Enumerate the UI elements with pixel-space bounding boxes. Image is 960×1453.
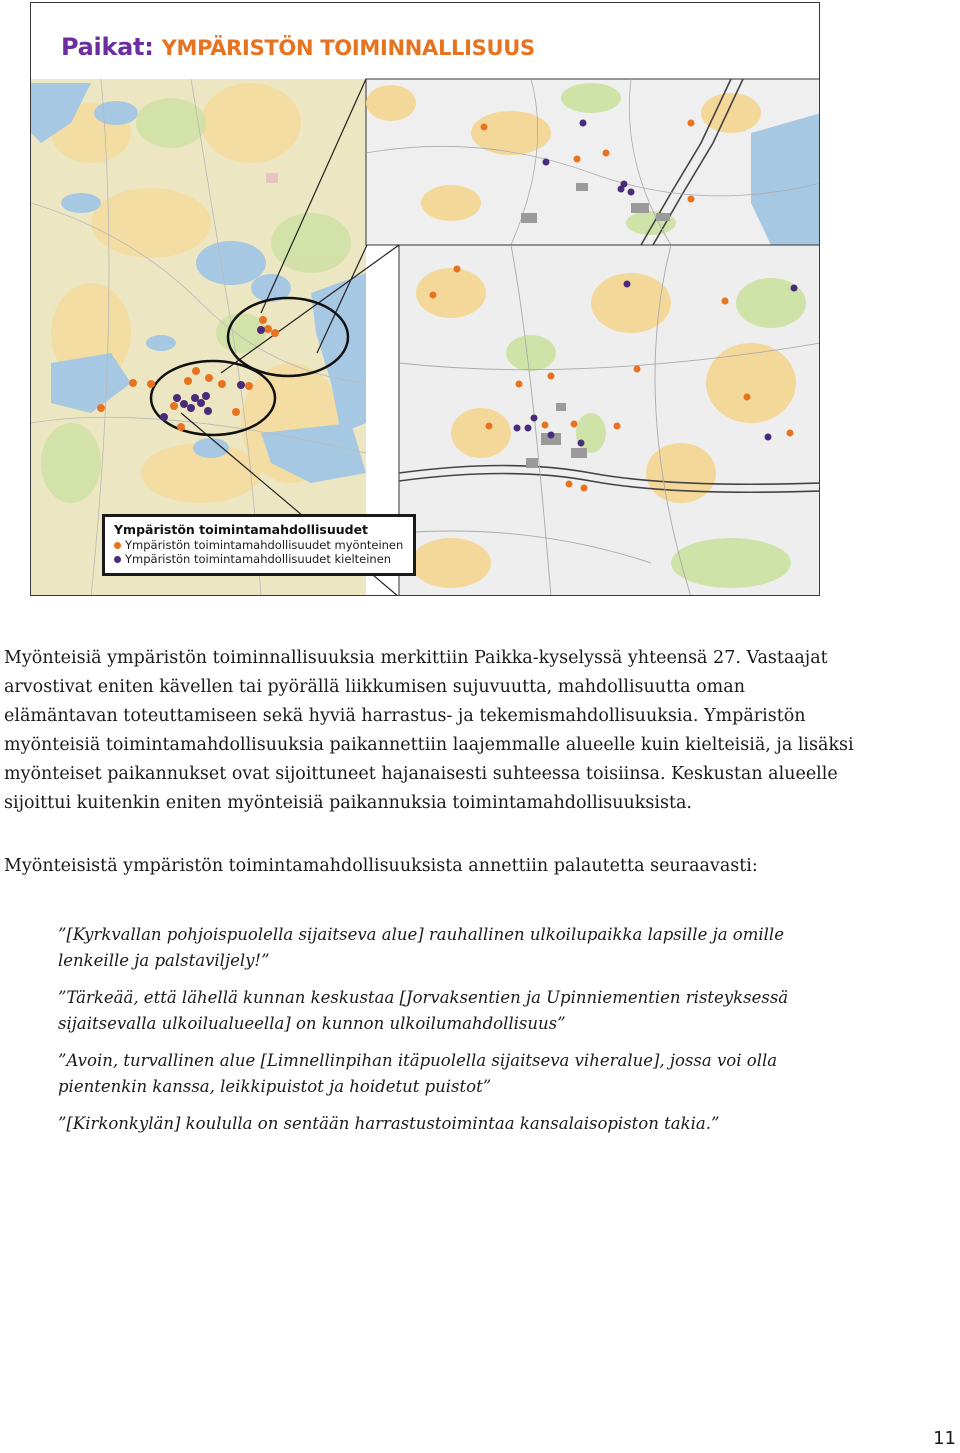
page-number: 11	[933, 1428, 956, 1449]
purple-dot-icon	[114, 556, 121, 563]
orange-dot-icon	[114, 542, 121, 549]
detail-map-north	[366, 79, 820, 245]
detail-map-center	[399, 245, 820, 596]
map-composite	[31, 3, 820, 596]
body-paragraph-1: Myönteisiä ympäristön toiminnallisuuksia merkittiin Paikka-kyselyssä yhteensä 27. Vastaajat arvostivat eniten kävellen tai pyörällä liikkumisen sujuvuutta, mahdollisuutta oman elämäntavan toteuttamiseen sekä hyviä harrastus- ja tekemismahdollisuuksia. Ympäristön myönteisiä toimintamahdollisuuksia paikannettiin laajemmalle alueelle kuin kielteisiä, ja lisäksi myönteiset paikannukset ovat sijoittuneet hajanaisesti suhteessa toisiinsa. Keskustan alueelle sijoittui kuitenkin eniten myönteisiä paikannuksia toimintamahdollisuuksista.	[4, 648, 854, 813]
map-legend	[102, 514, 416, 576]
quote-4: ”[Kirkonkylän] koululla on sentään harrastustoimintaa kansalaisopiston takia.”	[58, 1114, 720, 1133]
legend-item-label: Ympäristön toimintamahdollisuudet kielteinen	[125, 551, 392, 566]
quote-2: ”Tärkeää, että lähellä kunnan keskustaa [Jorvaksentien ja Upinniementien risteyksessä sijaitsevalla ulkoilualueella] on kunnon ulkoilumahdollisuus”	[58, 988, 789, 1033]
quote-1: ”[Kyrkvallan pohjoispuolella sijaitseva alue] rauhallinen ulkoilupaikka lapsille ja omille lenkeille ja palstaviljely!”	[58, 925, 784, 970]
slide-title-prefix: Paikat:	[61, 33, 154, 61]
body-paragraph-2: Myönteisistä ympäristön toimintamahdollisuuksista annettiin palautetta seuraavasti:	[4, 856, 758, 876]
quote-3: ”Avoin, turvallinen alue [Limnellinpihan itäpuolella sijaitseva viheralue], jossa voi olla pientenkin kanssa, leikkipuistot ja hoidetut puistot”	[58, 1051, 778, 1096]
legend-item-label: Ympäristön toimintamahdollisuudet myönteinen	[125, 538, 404, 552]
legend-item-negative	[114, 553, 413, 567]
slide-title-main: YMPÄRISTÖN TOIMINNALLISUUS	[161, 36, 535, 60]
slide	[30, 2, 820, 596]
legend-title: Ympäristön toimintamahdollisuudet	[114, 522, 369, 537]
legend-item-positive	[114, 539, 413, 553]
slide-title	[61, 33, 535, 61]
